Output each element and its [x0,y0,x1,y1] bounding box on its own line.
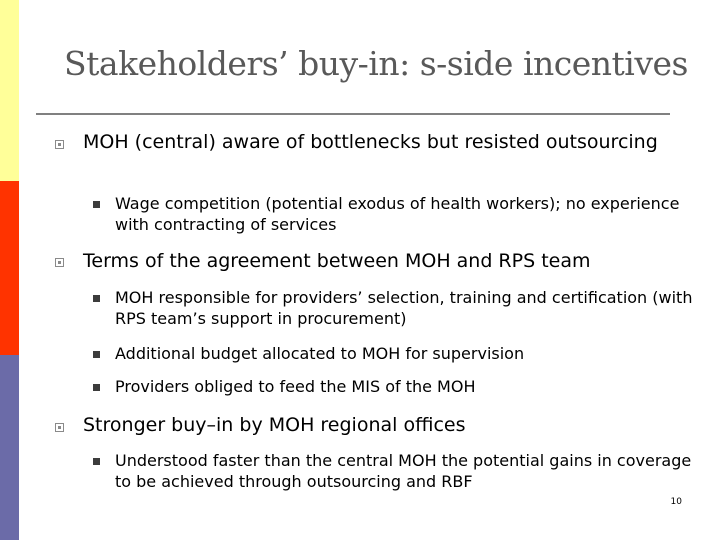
page-number: 10 [670,497,682,507]
sub-bullet-icon [93,384,100,391]
sidebar-purple-segment [0,355,19,540]
bullet-point-2: Terms of the agreement between MOH and RPS team [83,250,591,272]
sub-point-1-1: Wage competition (potential exodus of health workers); no experience with contracting of services [115,194,680,234]
sub-point-2-3: Providers obliged to feed the MIS of the MOH [115,377,476,396]
bullet-point-1: MOH (central) aware of bottlenecks but resisted outsourcing [83,131,658,153]
sub-bullet-icon [93,458,100,465]
bullet-point-3: Stronger buy–in by MOH regional offices [83,414,466,436]
sidebar-yellow-segment [0,0,19,181]
sub-point-2-2: Additional budget allocated to MOH for supervision [115,344,525,363]
sub-bullet-icon [93,351,100,358]
sidebar-red-segment [0,181,19,355]
title-divider [36,113,670,115]
square-bullet-icon [55,423,64,432]
slide-title: Stakeholders’ buy-in: s-side incentives [64,44,688,83]
square-bullet-icon [55,140,64,149]
square-bullet-icon [55,258,64,267]
sub-bullet-icon [93,201,100,208]
sub-bullet-icon [93,295,100,302]
sub-point-3-1: Understood faster than the central MOH the potential gains in coverage to be achieved through outsourcing and RBF [115,451,692,491]
sub-point-2-1: MOH responsible for providers’ selection, training and certification (with RPS team’s support in procurement) [115,288,693,328]
